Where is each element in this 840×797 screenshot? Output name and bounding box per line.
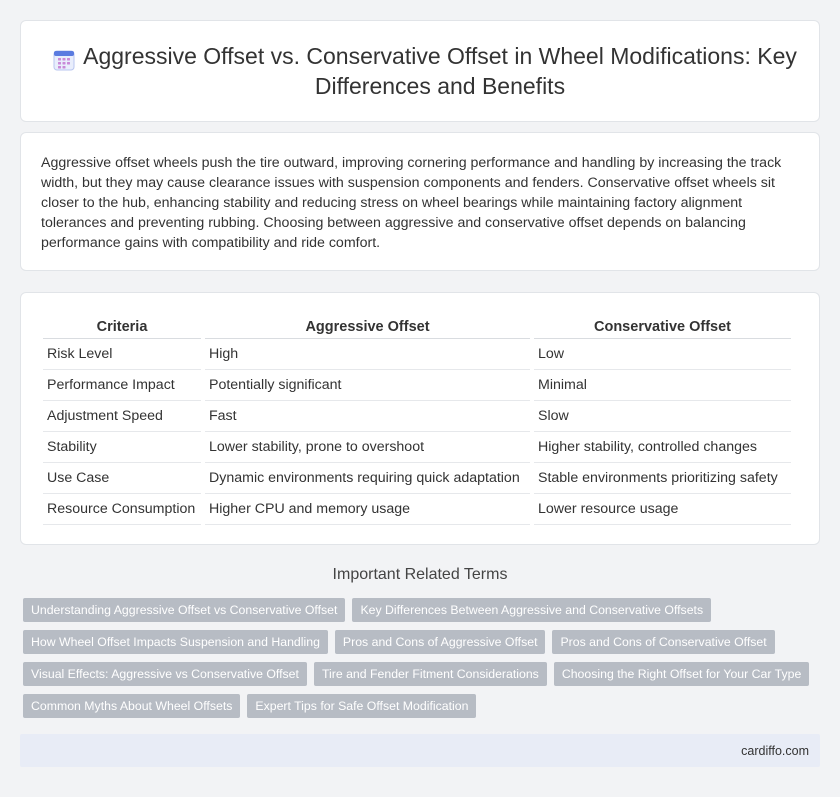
intro-paragraph: Aggressive offset wheels push the tire outward, improving cornering performance and handling by increasing the track width, but they may cause clearance issues with suspension components and fenders. Conservative offset wheels sit closer to the hub, enhancing stability and reducing stress on wheel bearings while maintaining factory alignment tolerances and preventing rubbing. Choosing between aggressive and conservative offset depends on balancing performance gains with compatibility and ride comfort. [41, 155, 782, 251]
table-cell: Lower resource usage [534, 494, 791, 525]
comparison-table [39, 315, 795, 525]
related-term-link[interactable]: Choosing the Right Offset for Your Car Type [554, 662, 809, 686]
table-cell: Minimal [534, 370, 791, 401]
comparison-card [20, 292, 820, 545]
table-header-row [43, 315, 791, 339]
related-term-link[interactable]: Common Myths About Wheel Offsets [23, 694, 240, 718]
table-cell: Risk Level [43, 339, 201, 370]
related-term-link[interactable]: Tire and Fender Fitment Considerations [314, 662, 547, 686]
column-header: Aggressive Offset [205, 315, 530, 339]
header-card [20, 20, 820, 122]
table-row [43, 494, 791, 525]
table-cell: Performance Impact [43, 370, 201, 401]
table-row [43, 401, 791, 432]
table-cell: Stability [43, 432, 201, 463]
related-term-link[interactable]: How Wheel Offset Impacts Suspension and Handling [23, 630, 328, 654]
footer [20, 734, 820, 767]
table-cell: Fast [205, 401, 530, 432]
table-cell: Stable environments prioritizing safety [534, 463, 791, 494]
related-term-link[interactable]: Visual Effects: Aggressive vs Conservative Offset [23, 662, 307, 686]
table-row [43, 370, 791, 401]
page-title: Aggressive Offset vs. Conservative Offset in Wheel Modifications: Key Differences and Benefits [83, 43, 797, 99]
column-header: Criteria [43, 315, 201, 339]
related-terms-heading: Important Related Terms [332, 566, 508, 583]
table-cell: Dynamic environments requiring quick adaptation [205, 463, 530, 494]
table-cell: Lower stability, prone to overshoot [205, 432, 530, 463]
related-term-link[interactable]: Understanding Aggressive Offset vs Conservative Offset [23, 598, 345, 622]
table-cell: High [205, 339, 530, 370]
related-term-link[interactable]: Expert Tips for Safe Offset Modification [247, 694, 476, 718]
column-header: Conservative Offset [534, 315, 791, 339]
table-row [43, 339, 791, 370]
table-cell: Adjustment Speed [43, 401, 201, 432]
table-cell: Low [534, 339, 791, 370]
table-cell: Slow [534, 401, 791, 432]
table-cell: Resource Consumption [43, 494, 201, 525]
table-cell: Potentially significant [205, 370, 530, 401]
related-term-link[interactable]: Pros and Cons of Aggressive Offset [335, 630, 546, 654]
related-term-link[interactable]: Key Differences Between Aggressive and Conservative Offsets [352, 598, 711, 622]
calendar-icon [53, 49, 75, 71]
table-row [43, 432, 791, 463]
table-cell: Use Case [43, 463, 201, 494]
intro-card [20, 132, 820, 271]
table-row [43, 463, 791, 494]
table-cell: Higher stability, controlled changes [534, 432, 791, 463]
footer-site-link[interactable]: cardiffo.com [741, 743, 809, 758]
table-cell: Higher CPU and memory usage [205, 494, 530, 525]
related-term-link[interactable]: Pros and Cons of Conservative Offset [552, 630, 774, 654]
related-terms-list [23, 598, 813, 718]
